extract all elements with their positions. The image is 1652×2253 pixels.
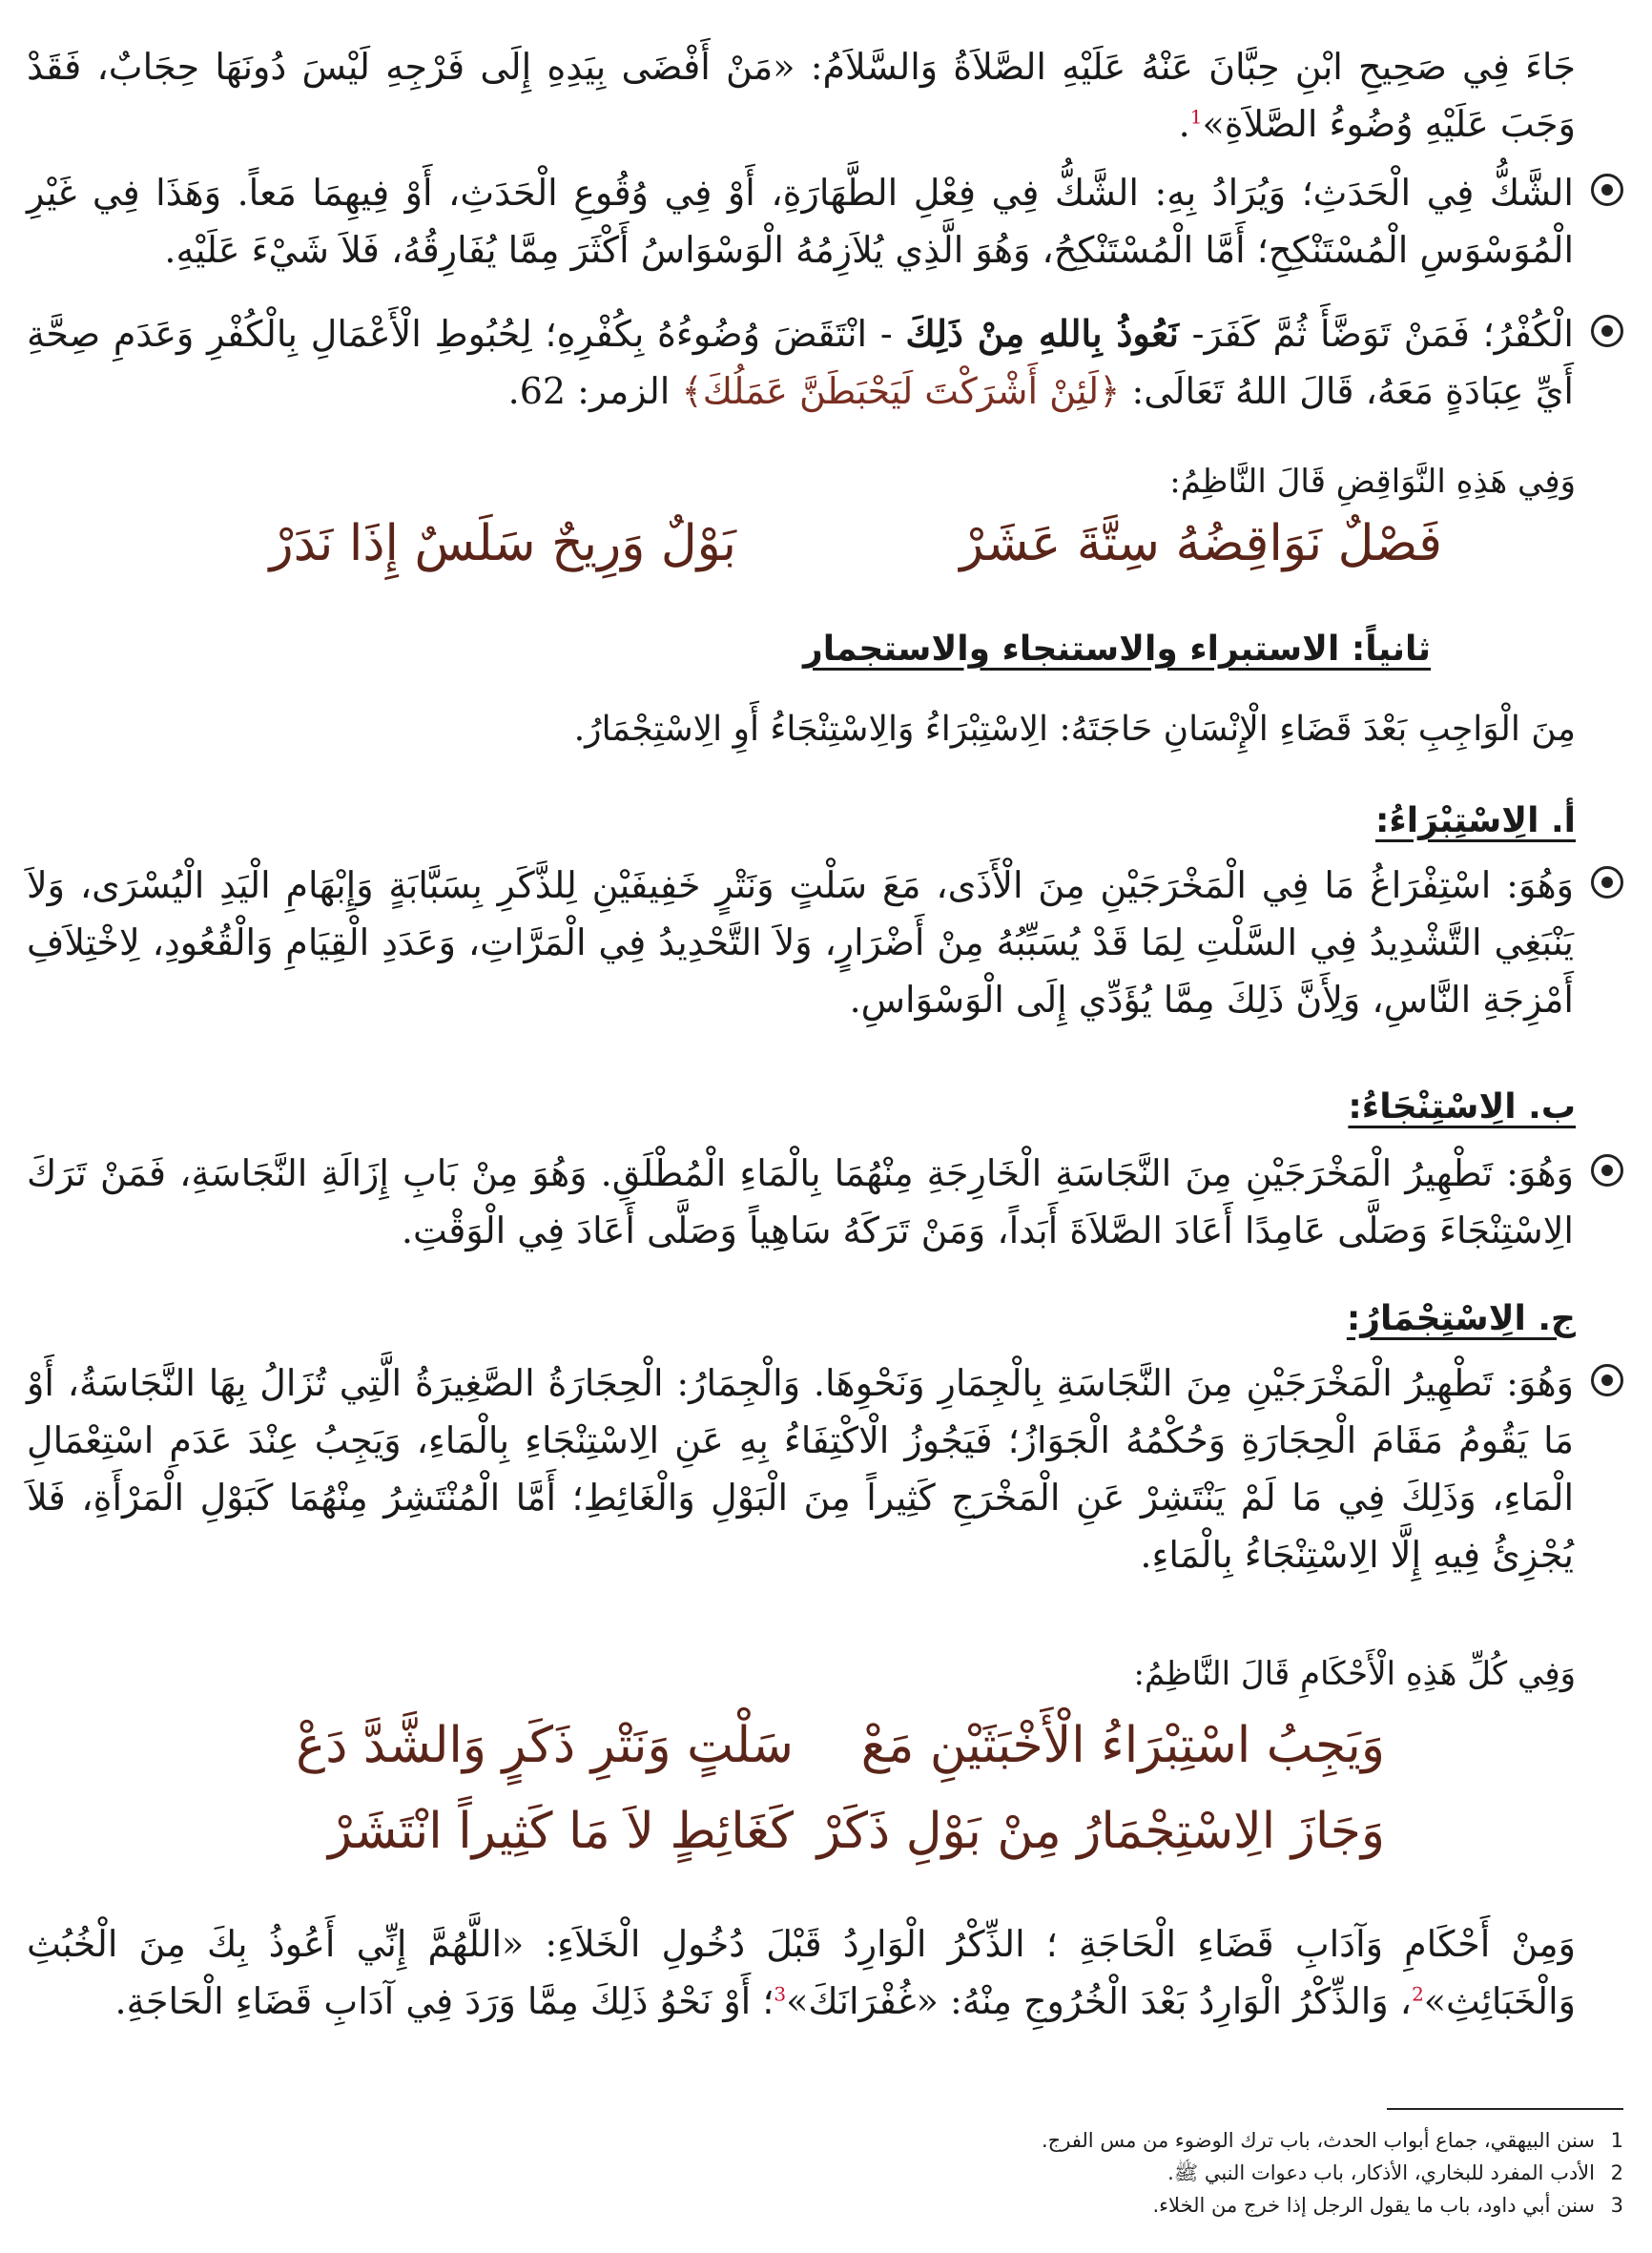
bullet-icon — [1591, 174, 1623, 206]
bullet-text — [27, 305, 1574, 420]
footnote-ref[interactable]: 2 — [1412, 1982, 1424, 2006]
section-title: ثانياً: الاستبراء والاستنجاء والاستجمار — [803, 630, 1431, 669]
footnote-number: 2 — [1610, 2161, 1623, 2184]
closing-text-2: ، وَالذِّكْرُ الْوَارِدُ بَعْدَ الْخُرُوجِ مِنْهُ: «غُفْرَانَكَ» — [786, 1980, 1413, 2022]
verse-row — [0, 1798, 1652, 1865]
verse-row — [0, 510, 1652, 577]
verse-first-hemistich: فَصْلٌ نَوَاقِضُهُ سِتَّةَ عَشَرْ — [960, 515, 1442, 572]
closing-text-1: وَمِنْ أَحْكَامِ وَآدَابِ قَضَاءِ الْحَاجَةِ ؛ الذِّكْرُ الْوَارِدُ قَبْلَ دُخُولِ الْخَلاَءِ: «اللَّهُمَّ إِنِّي أَعُوذُ بِكَ مِنَ الْخُبُثِ وَالْخَبَائِثِ» — [27, 1923, 1576, 2022]
verse-second-hemistich: كَغَائِطٍ لاَ مَا كَثِيراً انْتَشَرْ — [328, 1803, 794, 1860]
footnote-number: 3 — [1610, 2194, 1623, 2217]
bullet-text: الشَّكُّ فِي الْحَدَثِ؛ وَيُرَادُ بِهِ: الشَّكُّ فِي فِعْلِ الطَّهَارَةِ، أَوْ فِي وُقُوعِ الْحَدَثِ، أَوْ فِيهِمَا مَعاً. وَهَذَا فِي غَيْرِ الْمُوَسْوَسِ الْمُسْتَنْكِحِ؛ أَمَّا الْمُسْتَنْكِحُ، وَهُوَ الَّذِي يُلاَزِمُهُ الْوَسْوَاسُ أَكْثَرَ مِمَّا يُفَارِقُهُ، فَلاَ شَيْءَ عَلَيْهِ. — [27, 172, 1574, 271]
bullet-icon — [1591, 1154, 1623, 1187]
footnote — [1153, 2190, 1624, 2221]
footnote-text: سنن أبي داود، باب ما يقول الرجل إذا خرج من الخلاء. — [1152, 2194, 1595, 2217]
footnote-text: سنن البيهقي، جماع أبواب الحدث، باب ترك الوضوء من مس الفرج. — [1041, 2129, 1595, 2152]
footnote-separator — [1387, 2108, 1623, 2110]
footnote-ref[interactable]: 1 — [1189, 105, 1203, 129]
bullet-text: وَهُوَ: تَطْهِيرُ الْمَخْرَجَيْنِ مِنَ النَّجَاسَةِ بِالْجِمَارِ وَنَحْوِهَا. وَالْجِمَارُ: الْحِجَارَةُ الصَّغِيرَةُ الَّتِي تُزَالُ بِهَا النَّجَاسَةُ، أَوْ مَا يَقُومُ مَقَامَ الْحِجَارَةِ وَحُكْمُهُ الْجَوَازُ؛ فَيَجُوزُ الْاكْتِفَاءُ بِهِ عَنِ الِاسْتِنْجَاءِ بِالْمَاءِ، وَيَجِبُ عِنْدَ عَدَمِ اسْتِعْمَالِ الْمَاءِ، وَذَلِكَ فِي مَا لَمْ يَنْتَشِرْ عَنِ الْمَخْرَجِ كَثِيراً مِنَ الْبَوْلِ وَالْغَائِطِ؛ أَمَّا الْمُنْتَشِرُ مِنْهُمَا كَبَوْلِ الْمَرْأَةِ، فَلاَ يُجْزِئُ فِيهِ إِلَّا الِاسْتِنْجَاءُ بِالْمَاءِ. — [27, 1362, 1574, 1576]
subsection-title-b: ب. الِاسْتِنْجَاءُ: — [1348, 1087, 1576, 1126]
bullet-doubt — [27, 164, 1623, 279]
closing-text-3: ؛ أَوْ نَحْوُ ذَلِكَ مِمَّا وَرَدَ فِي آدَابِ قَضَاءِ الْحَاجَةِ. — [114, 1980, 774, 2022]
verse-second-hemistich: سَلْتٍ وَنَتْرِ ذَكَرٍ وَالشَّدَّ دَعْ — [296, 1717, 794, 1774]
closing-paragraph — [27, 1915, 1576, 2030]
kufr-mid: - انْتَقَضَ وُضُوءُهُ بِكُفْرِهِ؛ لِحُبُوطِ الْأَعْمَالِ بِالْكُفْرِ وَعَدَمِ صِحَّةِ أَيِّ عِبَادَةٍ مَعَهُ، قَالَ اللهُ تَعَالَى: — [27, 313, 1574, 412]
footnote — [1042, 2125, 1623, 2156]
bullet-istinja — [27, 1145, 1623, 1259]
bullet-istijmar — [27, 1354, 1623, 1583]
poem2-intro: وَفِي كُلِّ هَذِهِ الْأَحْكَامِ قَالَ النَّاظِمُ: — [1133, 1655, 1576, 1693]
hadith-end: . — [1178, 103, 1190, 145]
verse-first-hemistich: وَيَجِبُ اسْتِبْرَاءُ الْأَخْبَثَيْنِ مَعْ — [860, 1717, 1385, 1774]
subsection-title-a: أ. الِاسْتِبْرَاءُ: — [1374, 801, 1576, 840]
verse-first-hemistich: وَجَازَ الِاسْتِجْمَارُ مِنْ بَوْلِ ذَكَرْ — [816, 1803, 1385, 1860]
hadith-paragraph — [27, 38, 1576, 153]
footnote-text: الأدب المفرد للبخاري، الأذكار، باب دعوات النبي ﷺ. — [1167, 2161, 1595, 2184]
subsection-title-c: ج. الِاسْتِجْمَارُ: — [1346, 1299, 1576, 1338]
verse-row — [0, 1712, 1652, 1779]
verse-second-hemistich: بَوْلٌ وَرِيحٌ سَلَسٌ إِذَا نَدَرْ — [269, 515, 736, 572]
quran-ref: الزمر: 62. — [507, 370, 682, 412]
kufr-bold: نَعُوذُ بِاللهِ مِنْ ذَلِكَ — [905, 312, 1179, 355]
bullet-kufr — [27, 305, 1623, 420]
quran-verse: ﴿لَئِنْ أَشْرَكْتَ لَيَحْبَطَنَّ عَمَلُكَ﴾ — [681, 370, 1121, 412]
hadith-text: جَاءَ فِي صَحِيحِ ابْنِ حِبَّانَ عَنْهُ عَلَيْهِ الصَّلاَةُ وَالسَّلاَمُ: «مَنْ أَفْضَى بِيَدِهِ إِلَى فَرْجِهِ لَيْسَ دُونَهَا حِجَابٌ، فَقَدْ وَجَبَ عَلَيْهِ وُضُوءُ الصَّلاَةِ» — [27, 46, 1576, 145]
bullet-text: وَهُوَ: تَطْهِيرُ الْمَخْرَجَيْنِ مِنَ النَّجَاسَةِ الْخَارِجَةِ مِنْهُمَا بِالْمَاءِ الْمُطْلَقِ. وَهُوَ مِنْ بَابِ إِزَالَةِ النَّجَاسَةِ، فَمَنْ تَرَكَ الِاسْتِنْجَاءَ وَصَلَّى عَامِدًا أَعَادَ الصَّلاَةَ أَبَداً، وَمَنْ تَرَكَهُ سَاهِياً وَصَلَّى أَعَادَ فِي الْوَقْتِ. — [27, 1152, 1574, 1251]
bullet-icon — [1591, 1364, 1623, 1396]
kufr-pre: الْكُفْرُ؛ فَمَنْ تَوَضَّأَ ثُمَّ كَفَرَ- — [1178, 313, 1574, 355]
poem1-intro: وَفِي هَذِهِ النَّوَاقِضِ قَالَ النَّاظِمُ: — [1169, 463, 1576, 501]
footnote-number: 1 — [1610, 2129, 1623, 2152]
bullet-istibra — [27, 857, 1623, 1028]
footnote-ref[interactable]: 3 — [774, 1982, 787, 2006]
bullet-icon — [1591, 315, 1623, 347]
bullet-icon — [1591, 866, 1623, 899]
footnote — [1167, 2158, 1623, 2188]
bullet-text: وَهُوَ: اسْتِفْرَاغُ مَا فِي الْمَخْرَجَيْنِ مِنَ الْأَذَى، مَعَ سَلْتٍ وَنَتْرٍ خَفِيفَيْنِ لِلذَّكَرِ بِسَبَّابَةٍ وَإِبْهَامِ الْيَدِ الْيُسْرَى، وَلاَ يَنْبَغِي التَّشْدِيدُ فِي السَّلْتِ لِمَا قَدْ يُسَبِّبُهُ مِنْ أَضْرَارٍ، وَلاَ التَّحْدِيدُ فِي الْمَرَّاتِ، وَعَدَدِ الْقِيَامِ وَالْقُعُودِ، لِاخْتِلاَفِ أَمْزِجَةِ النَّاسِ، وَلِأَنَّ ذَلِكَ مِمَّا يُؤَدِّي إِلَى الْوَسْوَاسِ. — [27, 864, 1574, 1021]
section-intro: مِنَ الْوَاجِبِ بَعْدَ قَضَاءِ الْإِنْسَانِ حَاجَتَهُ: الِاسْتِبْرَاءُ وَالِاسْتِنْجَاءُ أَوِ الِاسْتِجْمَارُ. — [573, 710, 1576, 749]
